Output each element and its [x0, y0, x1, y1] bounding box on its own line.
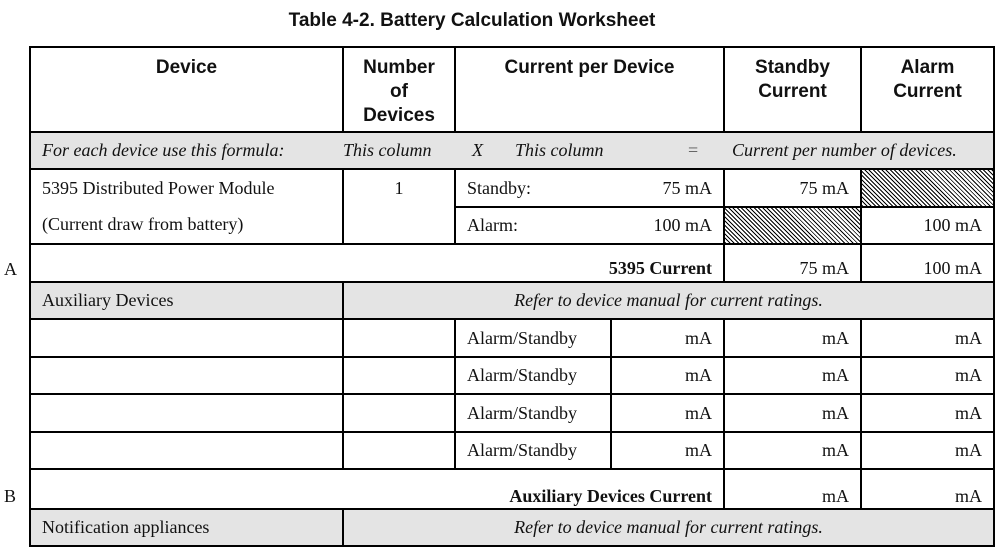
standby-value: 75 mA: [662, 177, 712, 198]
row-b-alarm[interactable]: mA: [860, 468, 995, 510]
hatched-cell: [860, 168, 995, 208]
module-count: [342, 168, 456, 245]
aux-type: Alarm/Standby: [454, 431, 612, 470]
aux-per-device-input[interactable]: mA: [610, 393, 725, 433]
aux-type: Alarm/Standby: [454, 393, 612, 433]
row-marker-b: B: [4, 486, 17, 506]
module-name: 5395 Distributed Power Module: [42, 177, 275, 198]
row-a-standby: 75 mA: [723, 243, 862, 283]
aux-device-input[interactable]: [29, 318, 344, 358]
aux-per-device-input[interactable]: mA: [610, 356, 725, 395]
aux-alarm-input[interactable]: mA: [860, 356, 995, 395]
formula-times: X: [472, 140, 483, 160]
alarm-label: Alarm:: [467, 215, 518, 235]
aux-count-input[interactable]: [342, 318, 456, 358]
formula-this-column-2: This column: [515, 140, 604, 160]
aux-count-input[interactable]: [342, 431, 456, 470]
module-standby-total: 75 mA: [723, 168, 862, 208]
row-b-label: Auxiliary Devices Current: [29, 468, 725, 510]
aux-standby-input[interactable]: mA: [723, 318, 862, 358]
notification-section-label: Notification appliances: [29, 508, 344, 547]
formula-label: For each device use this formula:: [42, 140, 285, 160]
module-name-cell: [29, 168, 344, 245]
aux-alarm-input[interactable]: mA: [860, 431, 995, 470]
header-current-per-device: Current per Device: [454, 46, 725, 133]
aux-section-note: Refer to device manual for current ratings.: [342, 281, 995, 320]
header-alarm-current: Alarm Current: [860, 46, 995, 133]
formula-result: Current per number of devices.: [732, 140, 957, 160]
aux-type: Alarm/Standby: [454, 356, 612, 395]
standby-label: Standby:: [467, 177, 532, 198]
row-b-standby[interactable]: mA: [723, 468, 862, 510]
module-standby-per-device: [454, 168, 725, 208]
module-alarm-total: 100 mA: [860, 206, 995, 245]
aux-alarm-input[interactable]: mA: [860, 393, 995, 433]
aux-standby-input[interactable]: mA: [723, 356, 862, 395]
aux-device-input[interactable]: [29, 356, 344, 395]
notification-section-note: Refer to device manual for current ratings.: [342, 508, 995, 547]
aux-per-device-input[interactable]: mA: [610, 431, 725, 470]
row-marker-a: A: [4, 259, 17, 279]
aux-alarm-input[interactable]: mA: [860, 318, 995, 358]
module-count-value: 1: [394, 178, 404, 198]
module-alarm-per-device: [454, 206, 725, 245]
aux-standby-input[interactable]: mA: [723, 431, 862, 470]
header-number-of-devices: Number of Devices: [342, 46, 456, 133]
header-device: Device: [29, 46, 344, 133]
aux-type: Alarm/Standby: [454, 318, 612, 358]
formula-row: [29, 131, 995, 170]
row-a-alarm: 100 mA: [860, 243, 995, 283]
module-note: (Current draw from battery): [42, 214, 244, 235]
aux-count-input[interactable]: [342, 356, 456, 395]
aux-section-label: Auxiliary Devices: [29, 281, 344, 320]
formula-equals: =: [688, 140, 699, 160]
aux-count-input[interactable]: [342, 393, 456, 433]
formula-this-column-1: This column: [343, 140, 432, 160]
row-a-label: 5395 Current: [29, 243, 725, 283]
aux-device-input[interactable]: [29, 431, 344, 470]
alarm-value: 100 mA: [653, 215, 712, 235]
header-standby-current: Standby Current: [723, 46, 862, 133]
table-title: Table 4-2. Battery Calculation Worksheet: [288, 10, 656, 31]
aux-device-input[interactable]: [29, 393, 344, 433]
aux-per-device-input[interactable]: mA: [610, 318, 725, 358]
hatched-cell: [723, 206, 862, 245]
aux-standby-input[interactable]: mA: [723, 393, 862, 433]
